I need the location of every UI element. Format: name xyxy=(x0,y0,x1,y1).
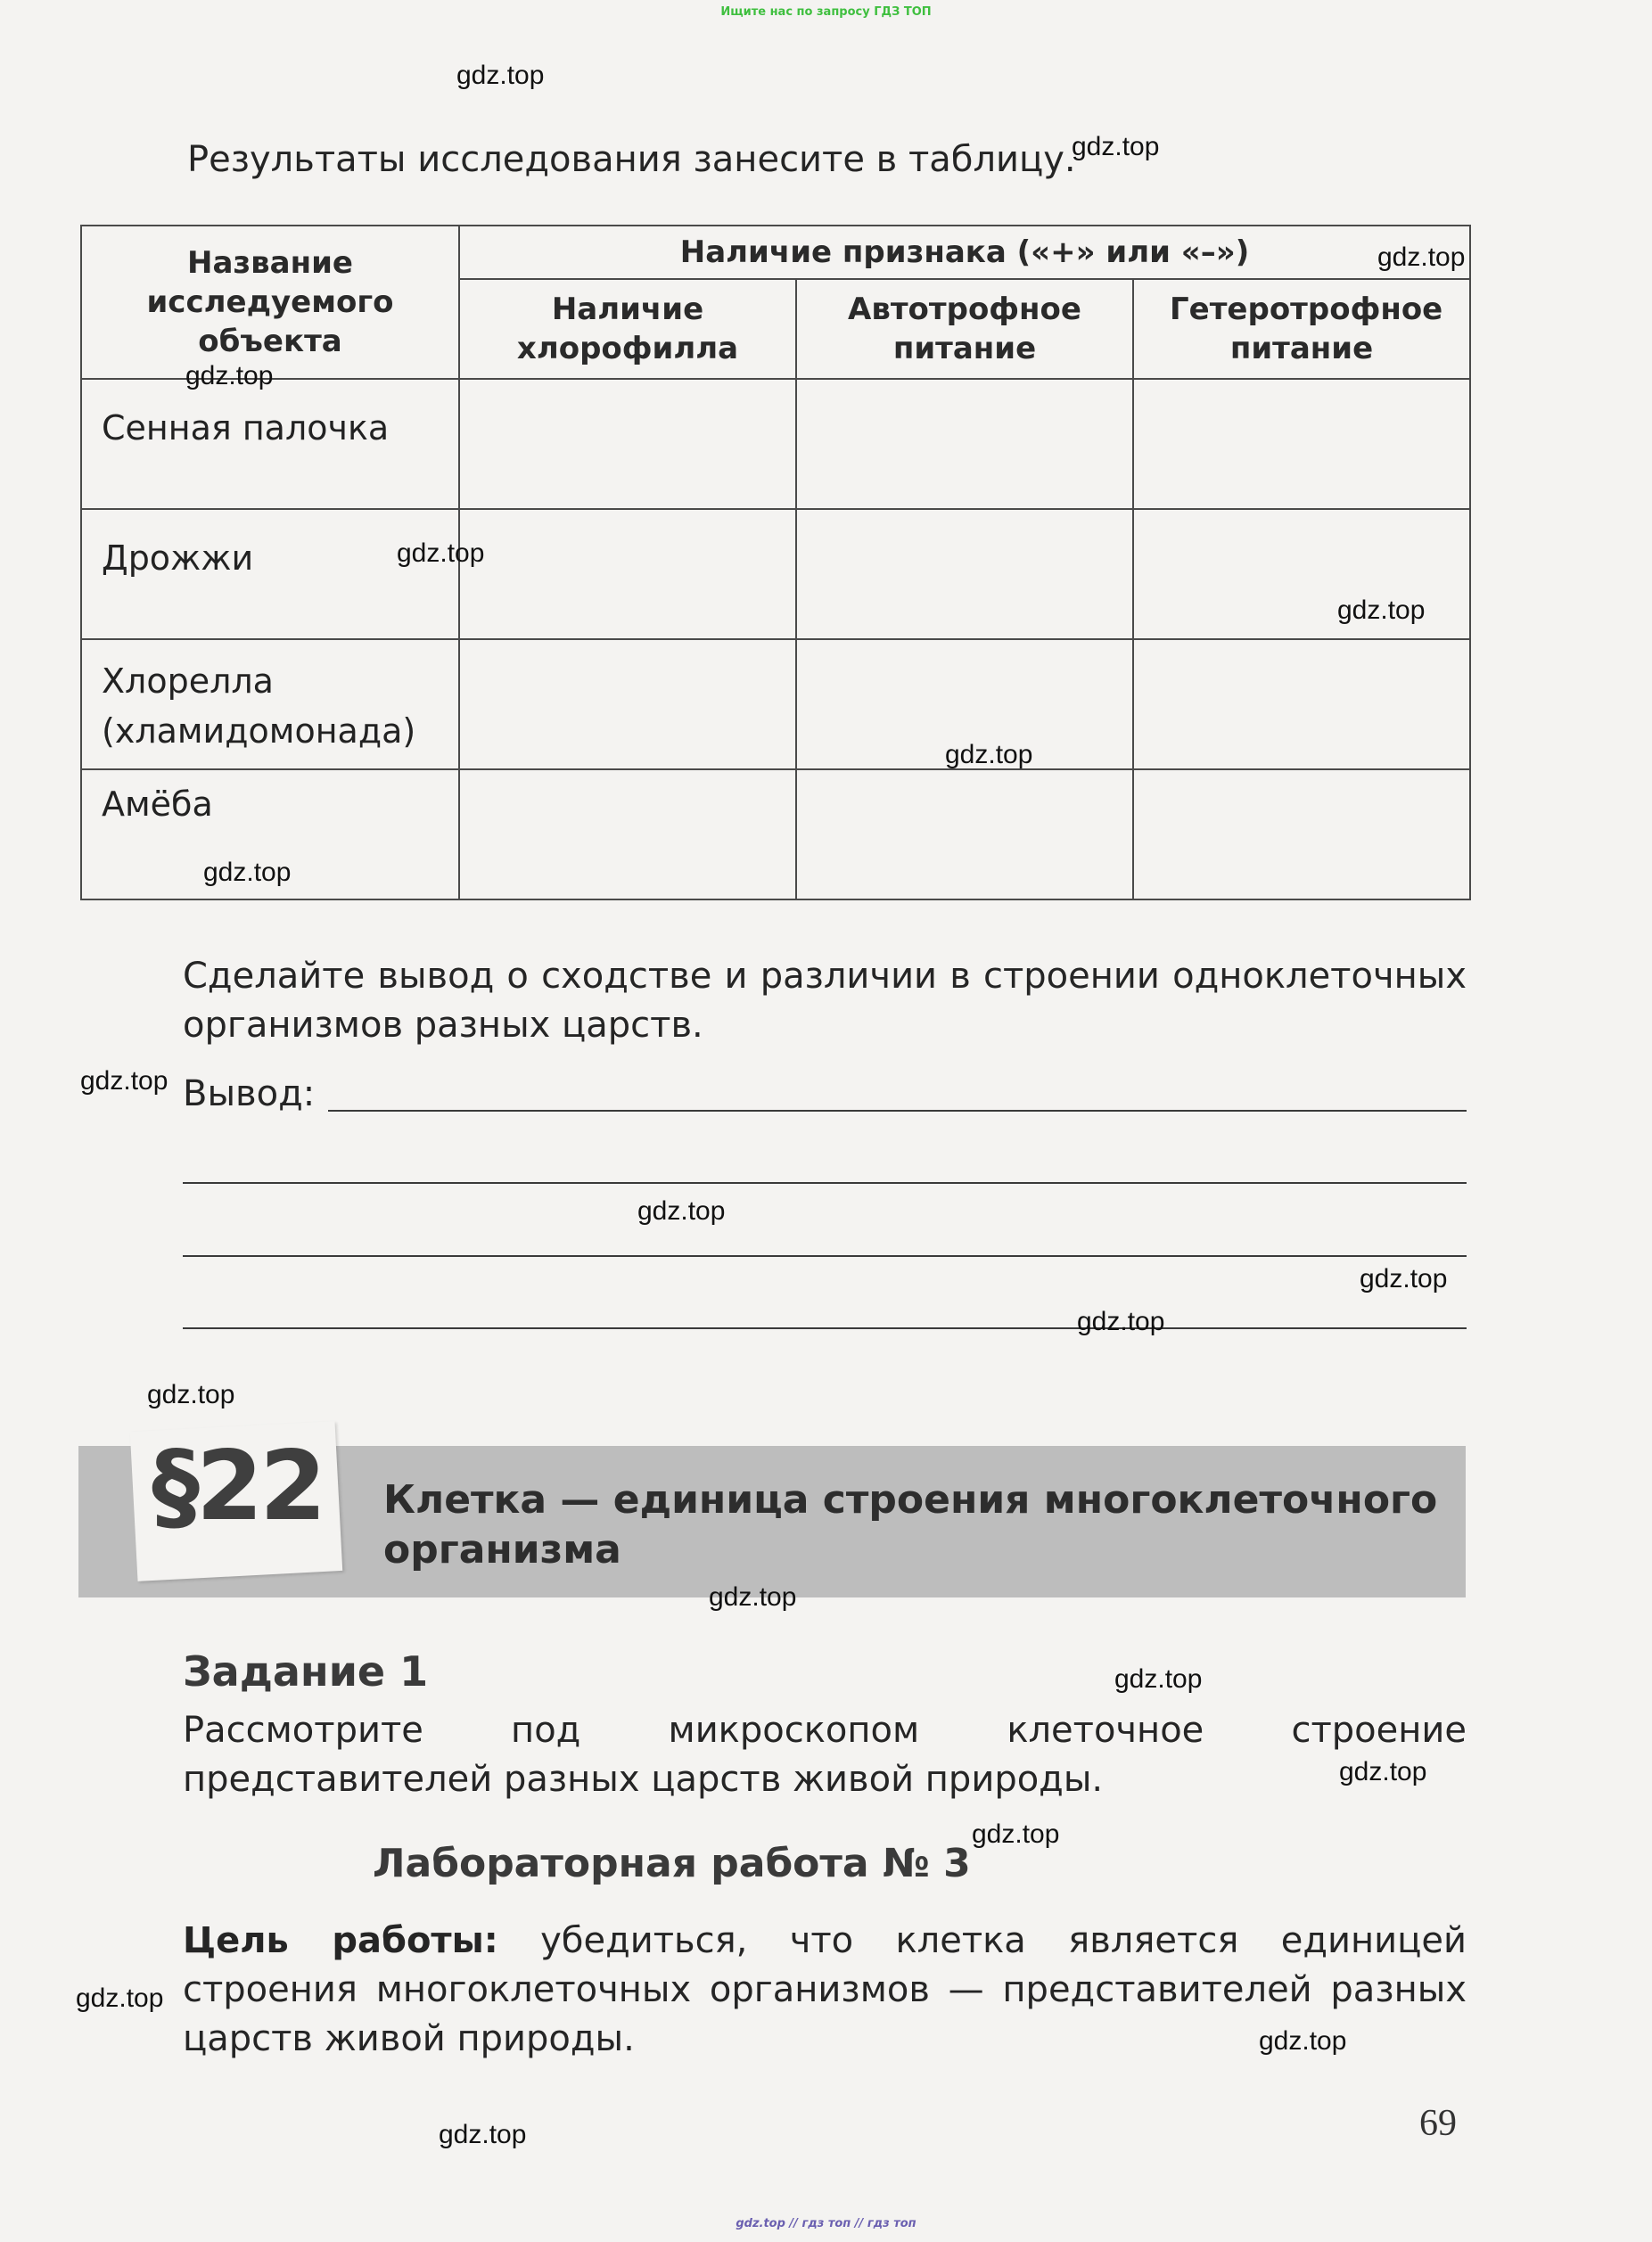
watermark: gdz.top xyxy=(397,538,485,568)
watermark: gdz.top xyxy=(439,2120,527,2149)
conclusion-label: Вывод: xyxy=(183,1073,316,1114)
header-feature-group: Наличие признака («+» или «–») xyxy=(459,226,1470,279)
watermark: gdz.top xyxy=(1377,242,1466,272)
header-chlorophyll: Наличие хлорофилла xyxy=(459,279,796,379)
watermark: gdz.top xyxy=(637,1196,726,1226)
table-cell[interactable] xyxy=(459,379,796,509)
conclusion-prompt: Сделайте вывод о сходстве и различии в строении одноклеточных организмов разных царств. xyxy=(183,956,1467,1046)
watermark: gdz.top xyxy=(80,1066,168,1096)
watermark: gdz.top xyxy=(972,1819,1060,1849)
watermark: gdz.top xyxy=(1077,1307,1165,1336)
top-banner: Ищите нас по запросу ГДЗ ТОП xyxy=(720,5,932,19)
lab-goal-text: убедиться, что клетка является единицей строения многоклеточных организмов — представителей разных царств живой природы. xyxy=(183,1920,1467,2059)
answer-line[interactable] xyxy=(183,1255,1467,1257)
watermark: gdz.top xyxy=(709,1582,797,1612)
watermark: gdz.top xyxy=(1360,1264,1448,1293)
watermark: gdz.top xyxy=(1337,595,1426,625)
header-heterotroph: Гетеротрофное питание xyxy=(1133,279,1470,379)
watermark: gdz.top xyxy=(185,361,274,390)
bottom-banner: gdz.top // гдз топ // гдз топ xyxy=(736,2217,916,2230)
table-cell[interactable] xyxy=(1133,769,1470,899)
intro-text: Результаты исследования занесите в таблицу. xyxy=(187,139,1076,180)
watermark: gdz.top xyxy=(1114,1664,1203,1694)
answer-line[interactable] xyxy=(183,1327,1467,1329)
watermark: gdz.top xyxy=(1259,2026,1347,2056)
row-label: Хлорелла (хламидомонада) xyxy=(81,639,459,769)
section-number: §22 xyxy=(152,1431,324,1542)
lab-heading: Лабораторная работа № 3 xyxy=(373,1841,971,1886)
answer-line[interactable] xyxy=(183,1182,1467,1184)
task-heading: Задание 1 xyxy=(183,1647,429,1696)
table-cell[interactable] xyxy=(1133,639,1470,769)
watermark: gdz.top xyxy=(1339,1757,1427,1786)
table-cell[interactable] xyxy=(459,509,796,639)
lab-goal-label: Цель работы: xyxy=(183,1920,498,1961)
row-label: Амёба xyxy=(81,769,459,899)
table-cell[interactable] xyxy=(796,379,1133,509)
task-text: Рассмотрите под микроскопом клеточное строение представителей разных царств живой природы. xyxy=(183,1710,1467,1800)
watermark: gdz.top xyxy=(147,1380,235,1409)
table-cell[interactable] xyxy=(459,639,796,769)
table-cell[interactable] xyxy=(1133,379,1470,509)
table-cell[interactable] xyxy=(459,769,796,899)
watermark: gdz.top xyxy=(456,61,545,90)
page-number: 69 xyxy=(1419,2103,1457,2144)
table-cell[interactable] xyxy=(796,509,1133,639)
header-object: Название исследуемого объекта xyxy=(81,226,459,379)
section-title: Клетка — единица строения многоклеточного организма xyxy=(383,1477,1438,1573)
row-label: Сенная палочка xyxy=(81,379,459,509)
watermark: gdz.top xyxy=(945,740,1033,769)
table-cell[interactable] xyxy=(796,769,1133,899)
row-label: Дрожжи xyxy=(81,509,459,639)
results-table xyxy=(80,225,1471,900)
watermark: gdz.top xyxy=(203,858,292,887)
header-autotroph: Автотрофное питание xyxy=(796,279,1133,379)
answer-line[interactable] xyxy=(328,1110,1467,1112)
watermark: gdz.top xyxy=(1072,132,1160,161)
watermark: gdz.top xyxy=(76,1983,164,2013)
